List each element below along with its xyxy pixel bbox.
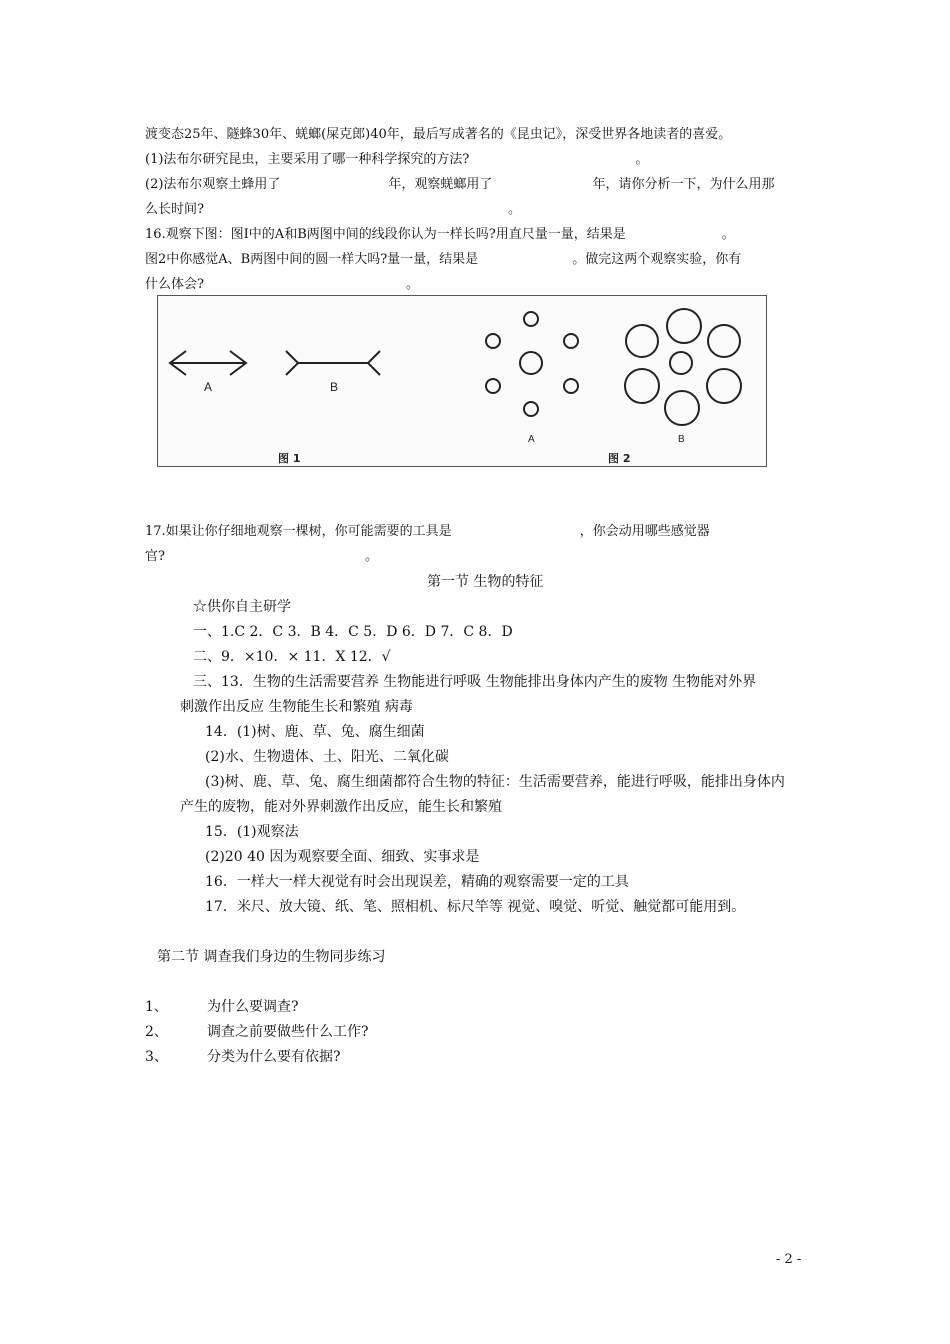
q17-line1-a: 17.如果让你仔细地观察一棵树，你可能需要的工具是 (145, 524, 452, 539)
section2-item-1-num: 1、 (145, 999, 168, 1015)
answers-subtitle: ☆供你自主研学 (193, 599, 291, 615)
q15-sub2-end: 。 (507, 202, 521, 217)
ebbinghaus-a (486, 312, 578, 416)
section2-item-2 (145, 1023, 168, 1041)
q15-sub2 (145, 176, 774, 194)
q16-line1 (145, 226, 735, 244)
answers-q14-1: 14．(1)树、鹿、草、兔、腐生细菌 (205, 724, 425, 740)
illusion-figure (157, 295, 767, 467)
answers-q14-2: (2)水、生物遗体、土、阳光、二氧化碳 (205, 749, 449, 765)
fig1-caption: 图 1 (278, 452, 301, 465)
answers-multiple-choice: 一、1.C 2．C 3．B 4．C 5．D 6．D 7．C 8．D (193, 624, 513, 640)
answers-q17: 17．米尺、放大镜、纸、笔、照相机、标尺竿等 视觉、嗅觉、听觉、触觉都可能用到。 (205, 899, 746, 915)
fig1-label-a: A (204, 380, 213, 394)
q16-line3 (145, 276, 419, 294)
q15-sub2-b: 年，观察蜣螂用了 (388, 177, 493, 192)
q15-sub2-cont (145, 201, 521, 219)
section2-item-3-text: 分类为什么要有依据? (207, 1049, 341, 1065)
answers-q14-3a: (3)树、鹿、草、兔、腐生细菌都符合生物的特征：生活需要营养，能进行呼吸，能排出身体内 (205, 774, 785, 790)
q15-sub2-d: 么长时间? (145, 202, 204, 217)
q15-sub2-c: 年，请你分析一下，为什么用那 (592, 177, 775, 192)
q16-line2-a: 图2中你感觉A、B两图中间的圆一样大吗?量一量，结果是 (145, 252, 479, 267)
answers-title: 第一节 生物的特征 (427, 574, 544, 590)
section2-item-2-text: 调查之前要做些什么工作? (207, 1024, 369, 1040)
illusion-figure-svg (158, 296, 766, 466)
q17-line2-a: 官? (145, 549, 165, 564)
fig2-caption: 图 2 (608, 452, 631, 465)
answers-q16: 16．一样大一样大视觉有时会出现误差，精确的观察需要一定的工具 (205, 874, 629, 890)
fig2-label-b: B (678, 434, 685, 445)
q15-sub1-end: 。 (635, 152, 649, 167)
page-number: - 2 - (776, 1252, 802, 1267)
q15-sub1 (145, 151, 648, 169)
q17-line2 (145, 548, 378, 566)
answers-q13-line1: 三、13．生物的生活需要营养 生物能进行呼吸 生物能排出身体内产生的废物 生物能对外界 (193, 674, 757, 690)
q17-line1-b: ，你会动用哪些感觉器 (579, 524, 710, 539)
answers-q15-2: (2)20 40 因为观察要全面、细致、实事求是 (205, 849, 480, 865)
answers-q13-line2: 刺激作出反应 生物能生长和繁殖 病毒 (180, 699, 413, 715)
section2-item-2-num: 2、 (145, 1024, 168, 1040)
answers-q15-1: 15．(1)观察法 (205, 824, 299, 840)
q15-sub1-text: (1)法布尔研究昆虫，主要采用了哪一种科学探究的方法? (145, 152, 470, 167)
section2-item-1 (145, 998, 168, 1016)
q16-line1-end: 。 (721, 227, 735, 242)
muller-lyer-b (286, 351, 380, 375)
section2-item-3 (145, 1048, 168, 1066)
q16-line3-end: 。 (405, 277, 419, 292)
muller-lyer-a (170, 351, 246, 375)
section2-title: 第二节 调查我们身边的生物同步练习 (157, 949, 386, 965)
q17-line2-end: 。 (364, 549, 378, 564)
section2-item-1-text: 为什么要调查? (207, 999, 299, 1015)
answers-true-false: 二、9．×10．× 11．X 12．√ (193, 649, 391, 665)
fig1-label-b: B (330, 380, 339, 394)
q17-line1 (145, 523, 710, 541)
q16-line3-a: 什么体会? (145, 277, 204, 292)
q16-line2 (145, 251, 741, 269)
ebbinghaus-b (625, 309, 741, 425)
section2-item-3-num: 3、 (145, 1049, 168, 1065)
q15-continuation: 渡变态25年、隧蜂30年、蜣螂(屎克郎)40年，最后写成著名的《昆虫记》，深受世界各地读者的喜爱。 (145, 127, 732, 142)
answers-q14-3b: 产生的废物，能对外界刺激作出反应，能生长和繁殖 (180, 799, 502, 815)
q16-line1-text: 16.观察下图：图Ⅰ中的A和B两图中间的线段你认为一样长吗?用直尺量一量，结果是 (145, 227, 626, 242)
q15-sub2-a: (2)法布尔观察土蜂用了 (145, 177, 281, 192)
fig2-label-a: A (528, 434, 535, 445)
q16-line2-b: 。做完这两个观察实验，你有 (572, 252, 742, 267)
